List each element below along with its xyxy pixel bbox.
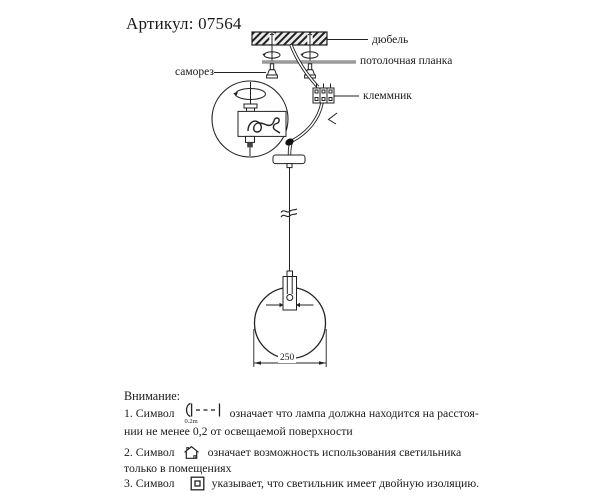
- note-2: [124, 442, 461, 462]
- note-3-text: указывает, что светильник имеет двойную изоляцию.: [211, 475, 480, 490]
- dowel-left-icon: [269, 33, 274, 45]
- note-2-prefix: 2. Символ: [124, 444, 175, 459]
- ceiling-block: [252, 32, 327, 45]
- note-1: [124, 403, 479, 423]
- min-distance-symbol-icon: [182, 402, 223, 424]
- indoor-use-house-icon: [182, 445, 201, 460]
- supply-cable-upper: [291, 45, 318, 87]
- terminal-block: [313, 84, 334, 104]
- dowel-right-icon: [307, 33, 312, 45]
- label-screw: саморез: [175, 66, 214, 78]
- dimension-value: 250: [280, 353, 295, 363]
- note-2-text: означает возможность использования светильника: [207, 444, 462, 459]
- canopy: [273, 155, 305, 168]
- notes-heading: Внимание:: [124, 389, 181, 403]
- double-insulation-icon: [190, 476, 205, 491]
- supply-cable-lower: [290, 103, 323, 155]
- label-ceiling-plate: потолочная планка: [360, 55, 453, 67]
- note-2-continued: только в помещениях: [124, 461, 232, 475]
- note-3: [124, 473, 479, 493]
- note-1-prefix: 1. Символ: [124, 405, 175, 420]
- min-distance-value: 0.2m: [184, 418, 198, 424]
- note-3-prefix: 3. Символ: [124, 475, 175, 490]
- screw-detail-circle: [212, 81, 288, 157]
- label-dowel: дюбель: [372, 33, 409, 46]
- lamp-socket: [283, 271, 297, 310]
- cable-pointer-arrow: [329, 113, 338, 124]
- page-title: Артикул: 07564: [126, 14, 242, 33]
- note-1-text: означает что лампа должна находится на расстоя-: [229, 405, 479, 420]
- label-terminal-block: клеммник: [363, 90, 412, 102]
- note-1-continued: нии не менее 0,2 от освещаемой поверхности: [124, 424, 353, 438]
